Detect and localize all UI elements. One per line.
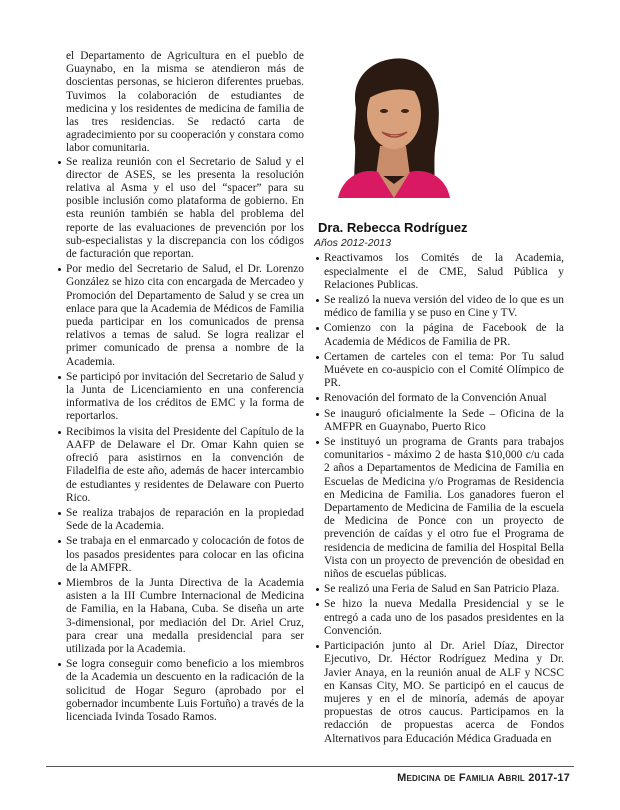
list-item: Recibimos la visita del Presidente del Capítulo de la AAFP de Delaware el Dr. Omar Kahn quien se ofreció para asistirnos en la convención de Filadelfia de este año, además de hacer intercambio de estudiantes y residentes de Delaware con Puerto Rico. bbox=[58, 426, 304, 505]
list-item: Por medio del Secretario de Salud, el Dr. Lorenzo González se hizo cita con encargada de Mercadeo y Promoción del Departamento de Salud y se crea un enlace para que la Academia de Médicos de Familia pueda participar en los comunicados de prensa relativos a temas de salud. Se logra realizar el primer comunicado de prensa a nombre de la Academia. bbox=[58, 263, 304, 369]
right-column bbox=[314, 221, 564, 748]
list-item: Miembros de la Junta Directiva de la Academia asisten a la III Cumbre Internacional de Medicina de Familia, en la Habana, Cuba. Se diseña un arte 3-dimensional, por mediación del Dr. Ariel Cruz, para crear una medalla presidencial para ser utilizada por la Academia. bbox=[58, 577, 304, 656]
left-intro-paragraph: el Departamento de Agricultura en el pueblo de Guaynabo, en la misma se atendieron más de doscientas personas, se hicieron diferentes pruebas. Tuvimos la colaboración de estudiantes de medicina y los residentes de medicina de familia de las tres residencias. Se redactó carta de agradecimiento por su cooperación y constara como labor comunitaria. bbox=[66, 50, 304, 155]
list-item: Se realiza reunión con el Secretario de Salud y el director de ASES, se les presenta la resolución relativa al Asma y el uso del “spacer” para su posible inclusión como plataforma de gobierno. En esta reunión también se habla del problema del reporte de las evaluaciones de prevención por los sub-especialistas y la discrepancia con los códigos de facturación que reportan. bbox=[58, 156, 304, 262]
list-item: Reactivamos los Comités de la Academia, especialmente el de CME, Salud Pública y Relaciones Publicas. bbox=[314, 252, 564, 292]
footer-divider bbox=[46, 766, 574, 767]
list-item: Se realiza trabajos de reparación en la propiedad Sede de la Academia. bbox=[58, 507, 304, 533]
right-bullet-list bbox=[314, 252, 564, 745]
left-bullet-list bbox=[58, 156, 304, 725]
list-item: Certamen de carteles con el tema: Por Tu salud Muévete en co-auspicio con el Comité Olímpico de PR. bbox=[314, 351, 564, 391]
list-item: Participación junto al Dr. Ariel Díaz, Director Ejecutivo, Dr. Héctor Rodríguez Medina y Dr. Javier Anaya, en la reunión anual de ALF y NCSC en Kansas City, MO. Se participó en el caucus de mujeres y en el de minoría, además de apoyar propuestas de otros caucus. Participamos en la redacción de propuestas acerca de Fondos Alternativos para Educación Médica Graduada en bbox=[314, 640, 564, 746]
portrait-image bbox=[318, 48, 468, 198]
list-item: Se inauguró oficialmente la Sede – Oficina de la AMFPR en Guaynabo, Puerto Rico bbox=[314, 408, 564, 434]
list-item: Se instituyó un programa de Grants para trabajos comunitarios - máximo 2 de hasta $10,000 c/u cada 2 años a Departamentos de Medicina de Familia en Escuelas de Medicina y/o Programas de Residencia en Medicina de Familia. Los ganadores fueron el Departamento de Medicina de Familia de la escuela de Medicina de Ponce con un proyecto de prevención de caídas y el otro fue el Programa de residencia de medicina de familia del Hospital Bella Vista con un proyecto de prevención de obesidad en niños de escuelas públicas. bbox=[314, 436, 564, 581]
portrait-photo bbox=[318, 48, 468, 198]
years-subheading: Años 2012-2013 bbox=[314, 237, 392, 250]
left-column bbox=[58, 50, 304, 726]
page-footer: Medicina de Familia Abril 2017-17 bbox=[397, 772, 570, 784]
list-item: Comienzo con la página de Facebook de la Academia de Médicos de Familia de PR. bbox=[314, 322, 564, 348]
list-item: Se realizó la nueva versión del video de lo que es un médico de familia y se puso en Cine y TV. bbox=[314, 294, 564, 320]
list-item: Se realizó una Feria de Salud en San Patricio Plaza. bbox=[314, 583, 564, 596]
list-item: Se hizo la nueva Medalla Presidencial y se le entregó a cada uno de los pasados presidentes en la Convención. bbox=[314, 598, 564, 638]
list-item: Se participó por invitación del Secretario de Salud y la Junta de Licenciamiento en una conferencia informativa de los créditos de EMC y la forma de reportarlos. bbox=[58, 371, 304, 424]
list-item: Se trabaja en el enmarcado y colocación de fotos de los pasados presidentes para colocar en las oficina de la AMFPR. bbox=[58, 535, 304, 575]
list-item: Renovación del formato de la Convención Anual bbox=[314, 392, 564, 405]
list-item: Se logra conseguir como beneficio a los miembros de la Academia un descuento en la radicación de la solicitud de Hogar Seguro (aprobado por el gobernador incumbente Luis Fortuño) a través de la licenciada Ivinda Tosado Ramos. bbox=[58, 658, 304, 724]
person-name-heading: Dra. Rebecca Rodríguez bbox=[318, 220, 468, 235]
